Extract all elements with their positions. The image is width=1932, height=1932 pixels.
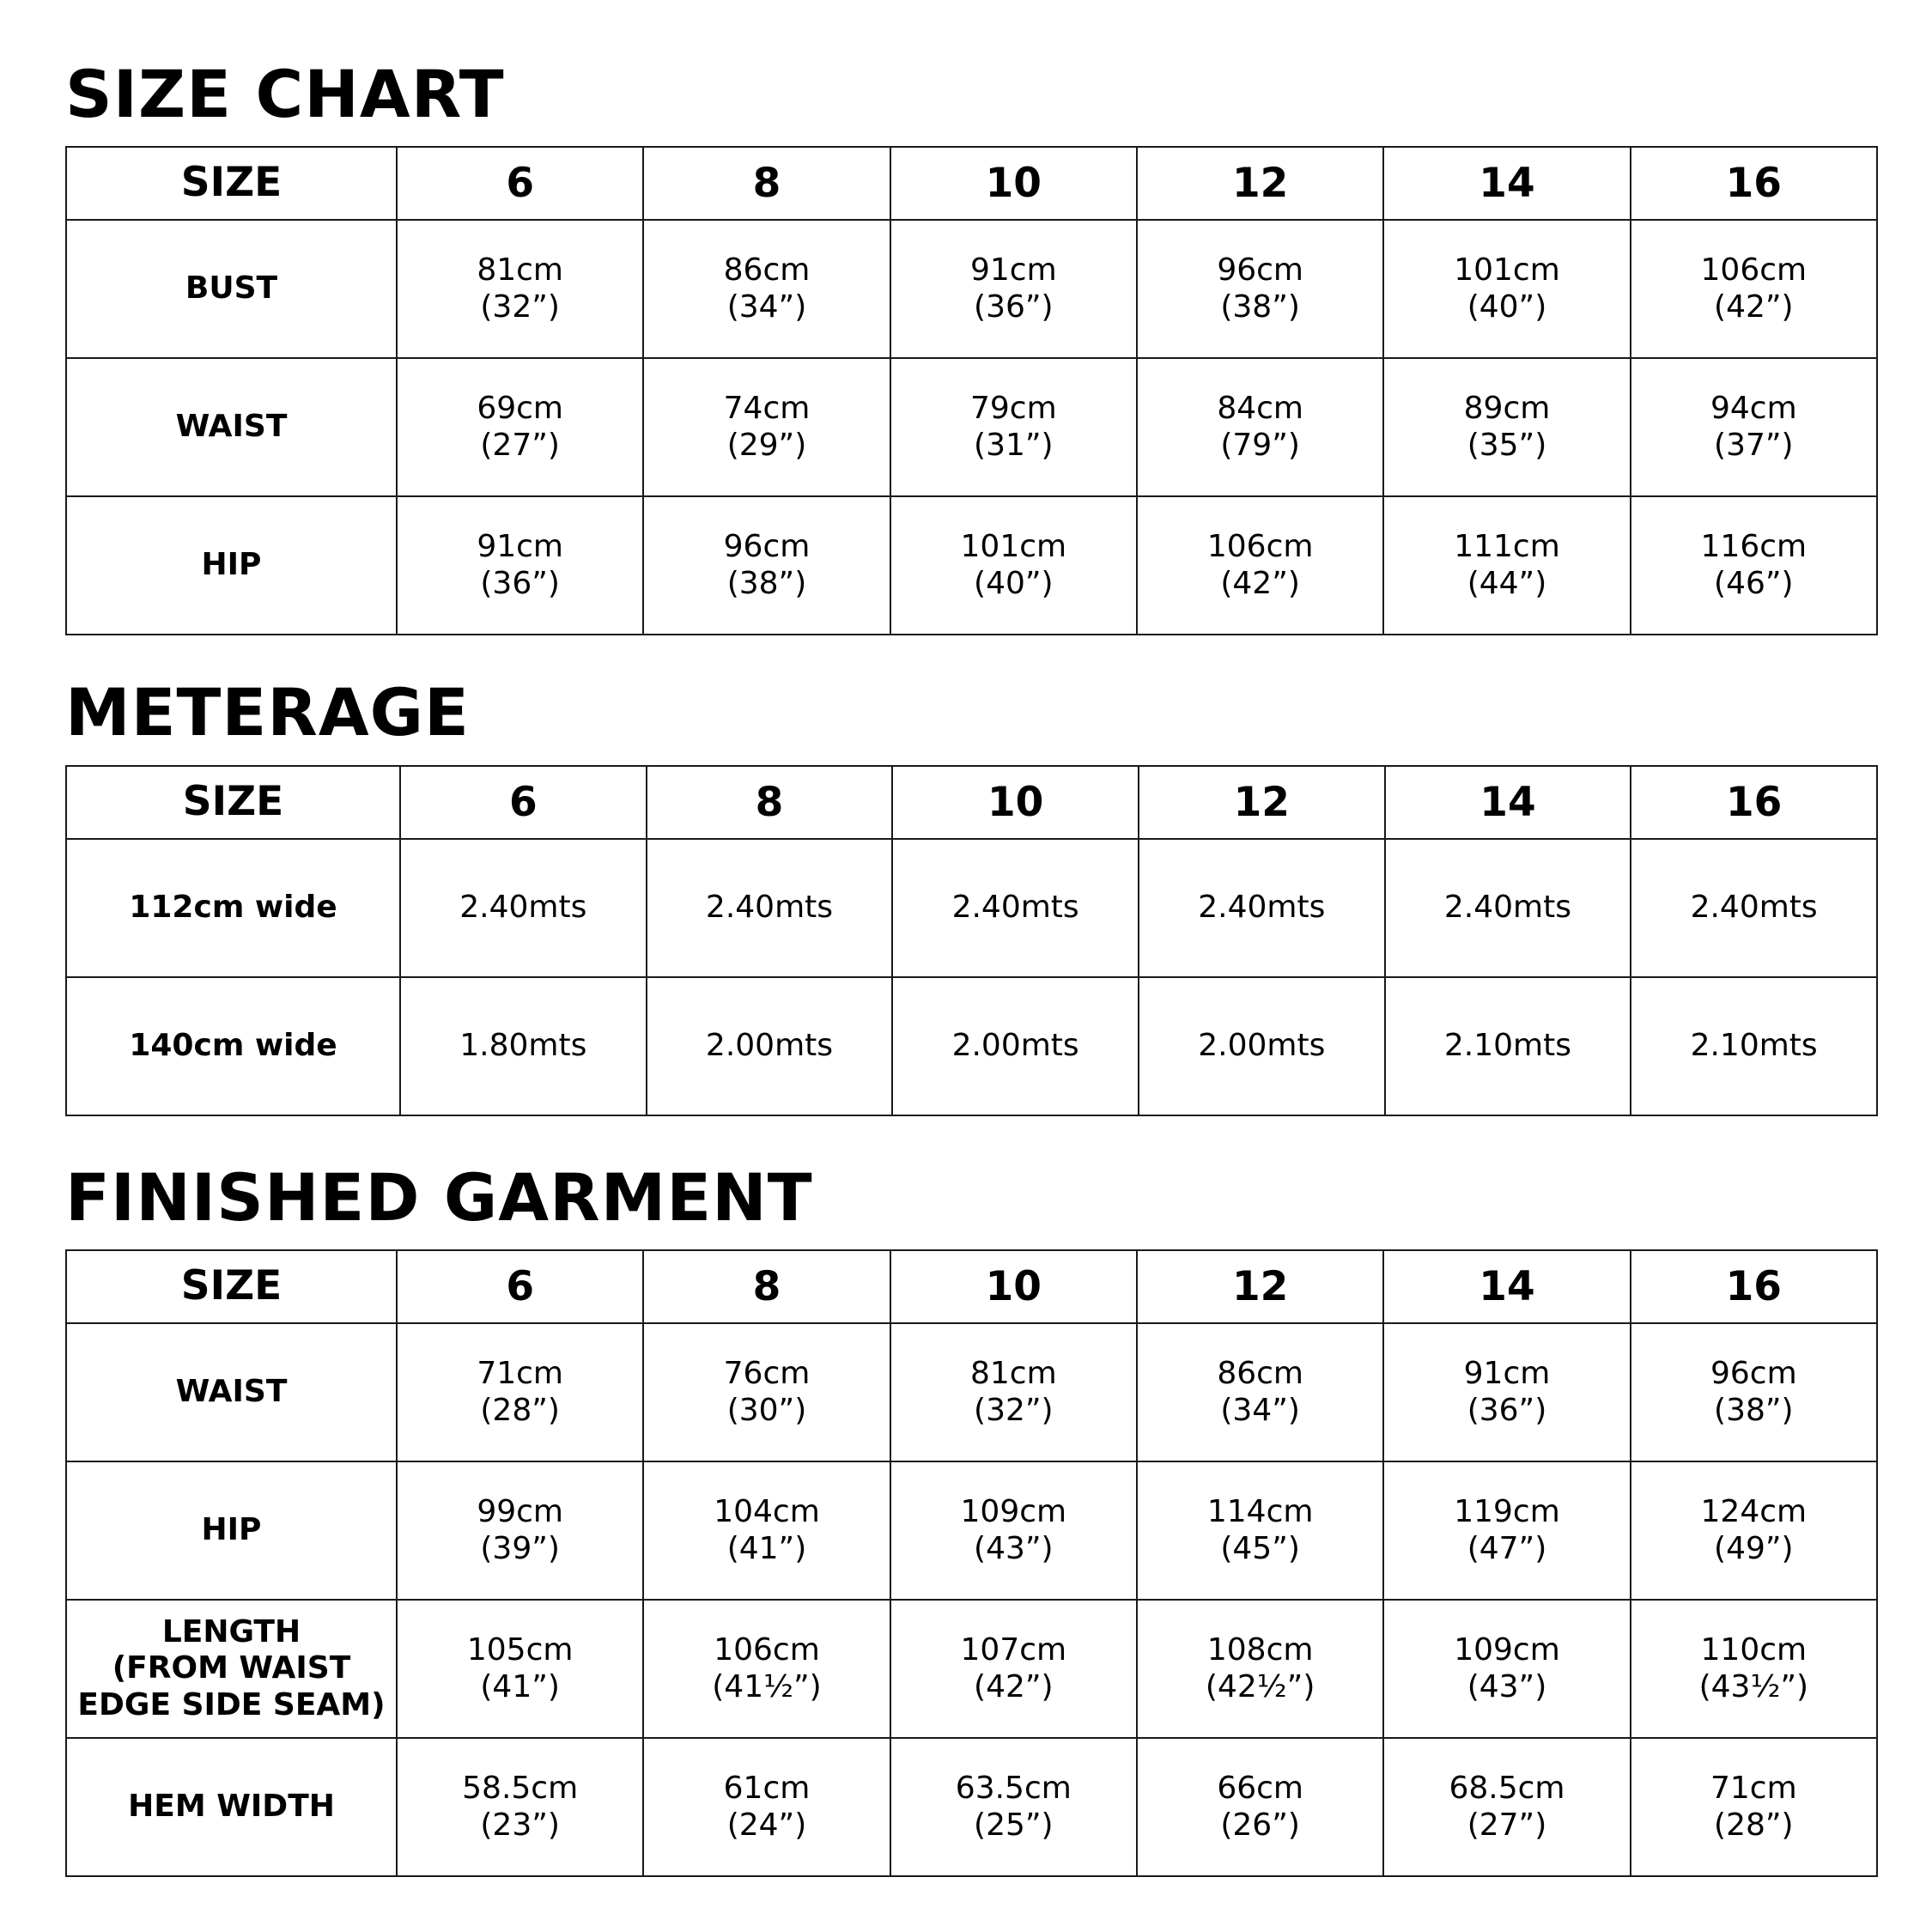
measurement-cell [643,220,890,358]
inch-value: (45”) [1220,1530,1300,1566]
measurement-cell [643,1461,890,1600]
measurement-cell [1137,358,1383,496]
cm-value: 66cm [1217,1771,1303,1807]
measurement-cell [1631,1600,1877,1738]
inch-value: (35”) [1467,427,1547,463]
row-label [66,358,397,496]
row-label [66,839,400,977]
table-row [66,1738,1877,1876]
inch-value: (41”) [480,1668,560,1704]
measurement-cell [1631,1323,1877,1461]
inch-value: (27”) [480,427,560,463]
cm-value: 111cm [1454,529,1560,565]
cm-value: 99cm [477,1494,563,1530]
row-label [66,220,397,358]
inch-value: (42½”) [1205,1668,1315,1704]
measurement-cell [397,1461,643,1600]
measurement-cell [890,358,1137,496]
cm-value: 91cm [477,529,563,565]
inch-value: (40”) [1467,289,1547,325]
cm-value: 104cm [714,1494,820,1530]
measurement-cell [1383,1461,1630,1600]
measurement-cell [1383,220,1630,358]
cm-value: 86cm [1217,1356,1303,1392]
measurement-cell [397,220,643,358]
inch-value: (42”) [1714,289,1794,325]
cm-value: 106cm [1206,529,1314,565]
inch-value: (49”) [1714,1530,1794,1566]
inch-value: (30”) [726,1392,807,1428]
size-header-cell: SIZE [66,1250,397,1323]
cm-value: 71cm [1710,1771,1797,1807]
row-label [66,496,397,635]
measurement-cell [397,1600,643,1738]
row-label-text: LENGTH (FROM WAIST EDGE SIDE SEAM) [77,1613,386,1722]
cm-value: 79cm [969,391,1057,427]
measurement-cell [890,1600,1137,1738]
table-row [66,1461,1877,1600]
inch-value: (41”) [726,1530,807,1566]
header-row [66,766,1877,839]
cm-value: 61cm [723,1771,811,1807]
size-chart-title: SIZE CHART [65,56,505,132]
measurement-cell [397,358,643,496]
measurement-cell [1631,1461,1877,1600]
inch-value: (38”) [1220,289,1300,325]
inch-value: (39”) [480,1530,560,1566]
measurement-cell: 2.10mts [1631,977,1877,1115]
cm-value: 105cm [466,1632,574,1668]
table-row [66,496,1877,635]
inch-value: (23”) [480,1807,560,1843]
size-column-header: 12 [1137,1250,1383,1323]
cm-value: 109cm [960,1494,1067,1530]
cm-value: 108cm [1206,1632,1314,1668]
measurement-cell [397,1323,643,1461]
inch-value: (43”) [974,1530,1054,1566]
measurement-cell [890,496,1137,635]
cm-value: 116cm [1700,529,1807,565]
table-row [66,1600,1877,1738]
cm-value: 68.5cm [1449,1771,1565,1807]
row-label-text: WAIST [175,409,288,445]
inch-value: (32”) [480,289,560,325]
cm-value: 110cm [1700,1632,1807,1668]
row-label [66,977,400,1115]
cm-value: 124cm [1700,1494,1807,1530]
measurement-cell [1137,220,1383,358]
inch-value: (46”) [1714,565,1794,601]
measurement-cell: 2.00mts [892,977,1139,1115]
inch-value: (42”) [974,1668,1054,1704]
size-header-cell: SIZE [66,766,400,839]
size-column-header: 8 [647,766,893,839]
size-column-header: 10 [892,766,1139,839]
inch-value: (24”) [726,1807,807,1843]
size-column-header: 14 [1383,1250,1630,1323]
size-header-cell: SIZE [66,147,397,220]
inch-value: (37”) [1714,427,1794,463]
size-column-header: 14 [1383,147,1630,220]
size-column-header: 12 [1137,147,1383,220]
row-label-text: 112cm wide [129,890,337,926]
header-row [66,147,1877,220]
measurement-cell: 2.40mts [1631,839,1877,977]
size-column-header: 8 [643,1250,890,1323]
cm-value: 91cm [969,252,1057,289]
inch-value: (25”) [974,1807,1054,1843]
meterage-table [65,765,1878,1116]
measurement-cell [643,358,890,496]
measurement-cell: 2.40mts [400,839,647,977]
size-column-header: 12 [1139,766,1385,839]
row-label [66,1461,397,1600]
size-column-header: 8 [643,147,890,220]
measurement-cell [397,496,643,635]
size-column-header: 16 [1631,1250,1877,1323]
header-row [66,1250,1877,1323]
cm-value: 89cm [1463,391,1551,427]
inch-value: (28”) [1714,1807,1794,1843]
measurement-cell [1137,1461,1383,1600]
measurement-cell [1383,1738,1630,1876]
measurement-cell [1383,496,1630,635]
size-column-header: 10 [890,147,1137,220]
inch-value: (28”) [480,1392,560,1428]
cm-value: 96cm [1217,252,1303,289]
row-label-text: 140cm wide [129,1028,337,1064]
cm-value: 114cm [1206,1494,1314,1530]
cm-value: 63.5cm [955,1771,1072,1807]
measurement-cell [1631,1738,1877,1876]
cm-value: 107cm [960,1632,1067,1668]
inch-value: (26”) [1220,1807,1300,1843]
row-label [66,1738,397,1876]
inch-value: (36”) [974,289,1054,325]
measurement-cell [1137,1738,1383,1876]
measurement-cell [890,1738,1137,1876]
size-chart-table [65,146,1878,635]
inch-value: (32”) [974,1392,1054,1428]
cm-value: 106cm [1700,252,1807,289]
measurement-cell [397,1738,643,1876]
table-row [66,358,1877,496]
measurement-cell [1137,1323,1383,1461]
size-column-header: 6 [400,766,647,839]
measurement-cell [1137,1600,1383,1738]
row-label-text: HEM WIDTH [128,1789,335,1825]
inch-value: (27”) [1467,1807,1547,1843]
cm-value: 76cm [723,1356,811,1392]
table-row [66,220,1877,358]
measurement-cell [890,1323,1137,1461]
measurement-cell [643,1738,890,1876]
cm-value: 71cm [477,1356,563,1392]
cm-value: 96cm [723,529,811,565]
size-column-header: 16 [1631,766,1877,839]
inch-value: (31”) [974,427,1054,463]
measurement-cell [890,1461,1137,1600]
size-column-header: 6 [397,1250,643,1323]
measurement-cell [1383,1600,1630,1738]
cm-value: 86cm [723,252,811,289]
measurement-cell: 1.80mts [400,977,647,1115]
inch-value: (34”) [1220,1392,1300,1428]
size-column-header: 6 [397,147,643,220]
measurement-cell [1383,358,1630,496]
cm-value: 58.5cm [462,1771,579,1807]
measurement-cell: 2.40mts [1385,839,1631,977]
cm-value: 94cm [1710,391,1797,427]
table-row [66,1323,1877,1461]
measurement-cell [643,1323,890,1461]
cm-value: 101cm [1454,252,1560,289]
finished-garment-title: FINISHED GARMENT [65,1159,813,1236]
inch-value: (36”) [480,565,560,601]
inch-value: (42”) [1220,565,1300,601]
cm-value: 81cm [969,1356,1057,1392]
measurement-cell [1631,220,1877,358]
cm-value: 119cm [1454,1494,1560,1530]
measurement-cell: 2.10mts [1385,977,1631,1115]
measurement-cell [1631,496,1877,635]
inch-value: (29”) [726,427,807,463]
cm-value: 74cm [723,391,811,427]
measurement-cell [643,1600,890,1738]
inch-value: (41½”) [712,1668,822,1704]
measurement-cell: 2.00mts [647,977,893,1115]
size-column-header: 10 [890,1250,1137,1323]
table-row [66,839,1877,977]
cm-value: 96cm [1710,1356,1797,1392]
inch-value: (38”) [726,565,807,601]
cm-value: 81cm [477,252,563,289]
inch-value: (43½”) [1698,1668,1809,1704]
inch-value: (34”) [726,289,807,325]
cm-value: 101cm [960,529,1067,565]
size-column-header: 16 [1631,147,1877,220]
measurement-cell: 2.40mts [892,839,1139,977]
meterage-title: METERAGE [65,674,470,750]
cm-value: 69cm [477,391,563,427]
size-column-header: 14 [1385,766,1631,839]
table-row [66,977,1877,1115]
cm-value: 91cm [1463,1356,1551,1392]
measurement-cell: 2.00mts [1139,977,1385,1115]
measurement-cell [890,220,1137,358]
inch-value: (44”) [1467,565,1547,601]
measurement-cell: 2.40mts [1139,839,1385,977]
row-label-text: BUST [185,270,278,307]
finished-garment-table [65,1249,1878,1877]
measurement-cell: 2.40mts [647,839,893,977]
inch-value: (43”) [1467,1668,1547,1704]
measurement-cell [1631,358,1877,496]
inch-value: (38”) [1714,1392,1794,1428]
inch-value: (36”) [1467,1392,1547,1428]
row-label [66,1600,397,1738]
measurement-cell [1137,496,1383,635]
row-label-text: WAIST [175,1374,288,1410]
cm-value: 106cm [714,1632,820,1668]
row-label-text: HIP [201,547,262,583]
row-label [66,1323,397,1461]
inch-value: (79”) [1220,427,1300,463]
inch-value: (47”) [1467,1530,1547,1566]
row-label-text: HIP [201,1512,262,1548]
cm-value: 109cm [1454,1632,1560,1668]
inch-value: (40”) [974,565,1054,601]
measurement-cell [1383,1323,1630,1461]
cm-value: 84cm [1217,391,1303,427]
measurement-cell [643,496,890,635]
